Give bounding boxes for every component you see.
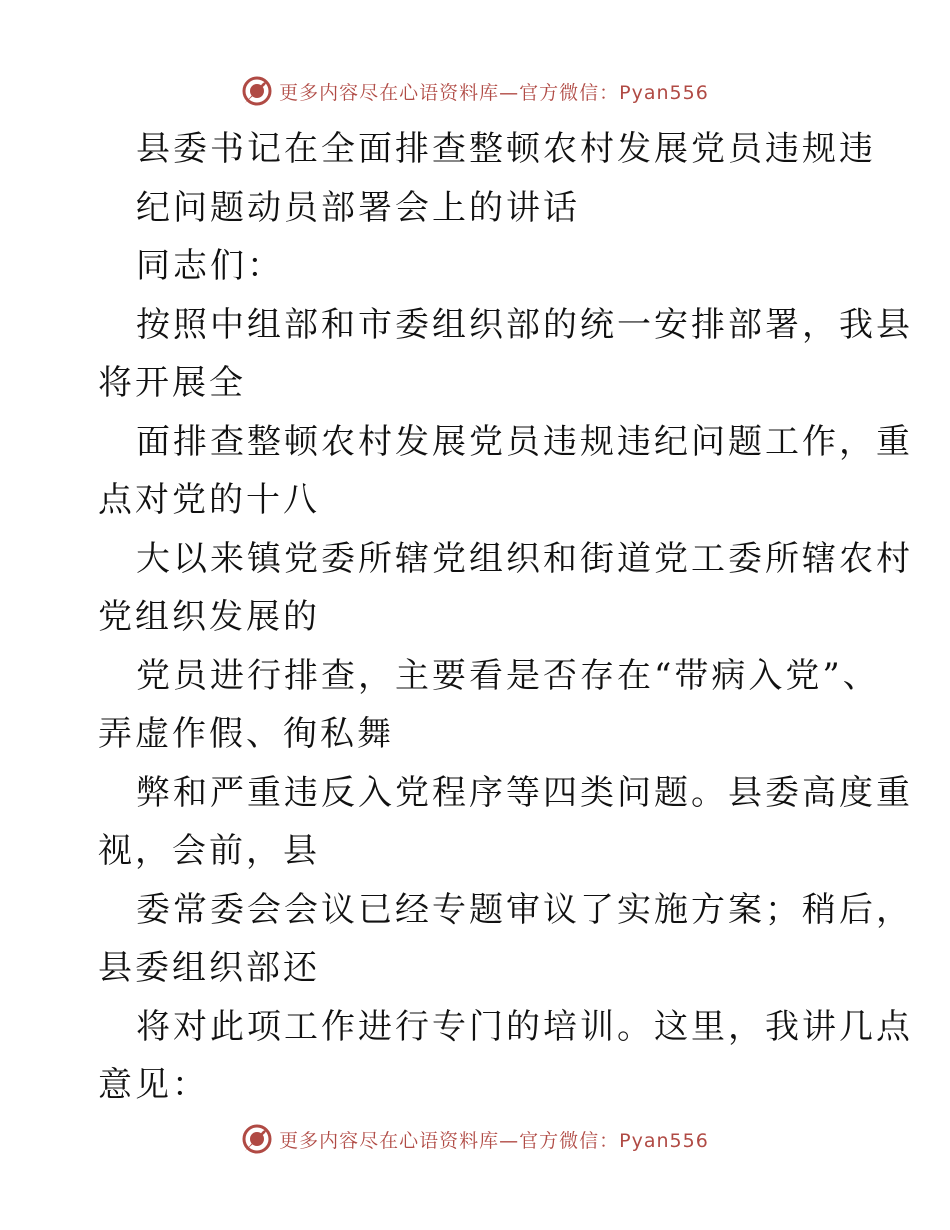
quill-seal-icon [241,1123,273,1155]
paragraph-line: 大以来镇党委所辖党组织和街道党工委所辖农村 [136,538,913,579]
paragraph-line: 意见： [98,1065,209,1105]
paragraph-line: 县委组织部还 [98,948,320,988]
paragraph-line: 弊和严重违反入党程序等四类问题。县委高度重 [136,772,913,813]
salutation: 同志们： [136,246,284,286]
document-body [98,120,913,1115]
paragraph-line: 党员进行排查，主要看是否存在“带病入党”、 [136,655,880,696]
paragraph-line: 按照中组部和市委组织部的统一安排部署，我县 [136,304,913,345]
footer-banner [0,1119,950,1159]
header-banner-text: 更多内容尽在心语资料库—官方微信：Pyan556 [279,81,709,104]
title-line-2: 纪问题动员部署会上的讲话 [136,187,580,228]
paragraph-line: 将对此项工作进行专门的培训。这里，我讲几点 [136,1006,913,1047]
paragraph-line: 党组织发展的 [98,597,320,637]
quill-seal-icon [241,75,273,107]
title-line-1: 县委书记在全面排查整顿农村发展党员违规违 [136,129,876,169]
paragraph-line: 视，会前，县 [98,831,320,871]
paragraph-line: 委常委会会议已经专题审议了实施方案；稍后， [136,889,913,930]
footer-banner-text: 更多内容尽在心语资料库—官方微信：Pyan556 [279,1129,709,1152]
paragraph-line: 面排查整顿农村发展党员违规违纪问题工作，重 [136,421,913,462]
header-banner [0,71,950,111]
paragraph-line: 点对党的十八 [98,480,320,520]
paragraph-line: 弄虚作假、徇私舞 [98,714,394,754]
paragraph-line: 将开展全 [98,363,246,403]
